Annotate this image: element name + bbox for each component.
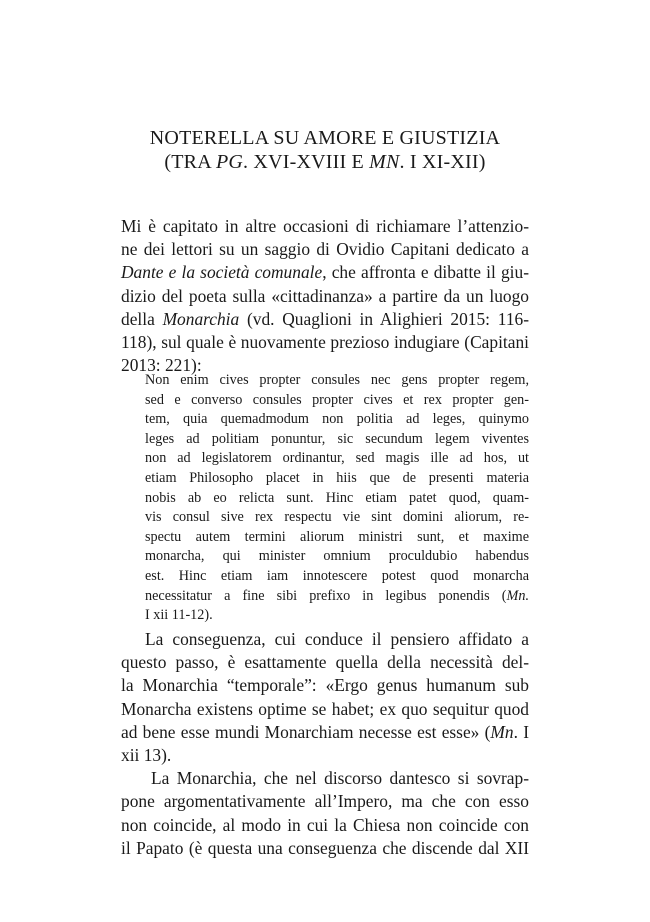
- text-line: della Monarchia (vd. Quaglioni in Alighieri 2015: 116-: [121, 308, 529, 329]
- quote-line: vis consul sive rex respectu vie sint domini aliorum, re-: [145, 509, 529, 526]
- title-line-2: (TRA PG. XVI-XVIII E MN. I XI-XII): [164, 151, 486, 173]
- text-line: Monarcha existens optime se habet; ex quo sequitur quod: [121, 698, 529, 719]
- text-line: xii 13).: [121, 745, 172, 766]
- text-line: La Monarchia, che nel discorso dantesco si sovrap-: [151, 768, 529, 789]
- text-line: Dante e la società comunale, che affronta e dibatte il giu-: [121, 262, 529, 283]
- text-line: ad bene esse mundi Monarchiam necesse est esse» (Mn. I: [121, 721, 529, 742]
- quote-line: sed e converso consules propter cives et rex propter gen-: [145, 391, 529, 408]
- quote-line: I xii 11-12).: [145, 607, 213, 624]
- text-line: 118), sul quale è nuovamente prezioso indugiare (Capitani: [121, 332, 529, 353]
- quote-line: tem, quia quemadmodum non politia ad leges, quinymo: [145, 411, 529, 428]
- quote-line: est. Hinc etiam iam innotescere potest quod monarcha: [145, 567, 529, 584]
- quote-line: monarcha, qui minister omnium proculdubio habendus: [145, 548, 529, 565]
- text-line: il Papato (è questa una conseguenza che discende dal XII: [121, 837, 529, 858]
- title-line-1: NOTERELLA SU AMORE E GIUSTIZIA: [149, 127, 501, 149]
- text-line: questo passo, è esattamente quella della necessità del-: [121, 652, 529, 673]
- text-line: ne dei lettori su un saggio di Ovidio Capitani dedicato a: [121, 239, 529, 260]
- quote-line: non ad legislatorem ordinantur, sed magis ille ad hos, ut: [145, 450, 529, 467]
- paragraph-2: [121, 628, 529, 860]
- quote-line: etiam Philosopho placet in hiis que de presenti materia: [145, 469, 529, 486]
- text-line: pone argomentativamente all’Impero, ma che con esso: [121, 791, 529, 812]
- quote-line: nobis ab eo relicta sunt. Hinc etiam patet quod, quam-: [145, 489, 529, 506]
- block-quote: [145, 371, 529, 626]
- quote-line: leges ad politiam ponuntur, sic secundum legem viventes: [145, 430, 529, 447]
- quote-line: Non enim cives propter consules nec gens propter regem,: [145, 372, 529, 388]
- text-line: La conseguenza, cui conduce il pensiero affidato a: [145, 629, 529, 649]
- chapter-title: [0, 126, 650, 174]
- paragraph-1: [121, 215, 529, 377]
- text-line: non coincide, al modo in cui la Chiesa non coincide con: [121, 814, 529, 835]
- quote-line: spectu autem termini aliorum ministri sunt, et maxime: [145, 528, 529, 545]
- text-line: dizio del poeta sulla «cittadinanza» a partire da un luogo: [121, 285, 529, 306]
- text-line: la Monarchia “temporale”: «Ergo genus humanum sub: [121, 675, 529, 696]
- quote-line: necessitatur a fine sibi prefixo in legibus ponendis (Mn.: [145, 587, 529, 604]
- text-line: 2013: 221):: [121, 355, 202, 376]
- text-line: Mi è capitato in altre occasioni di richiamare l’attenzio-: [121, 216, 529, 236]
